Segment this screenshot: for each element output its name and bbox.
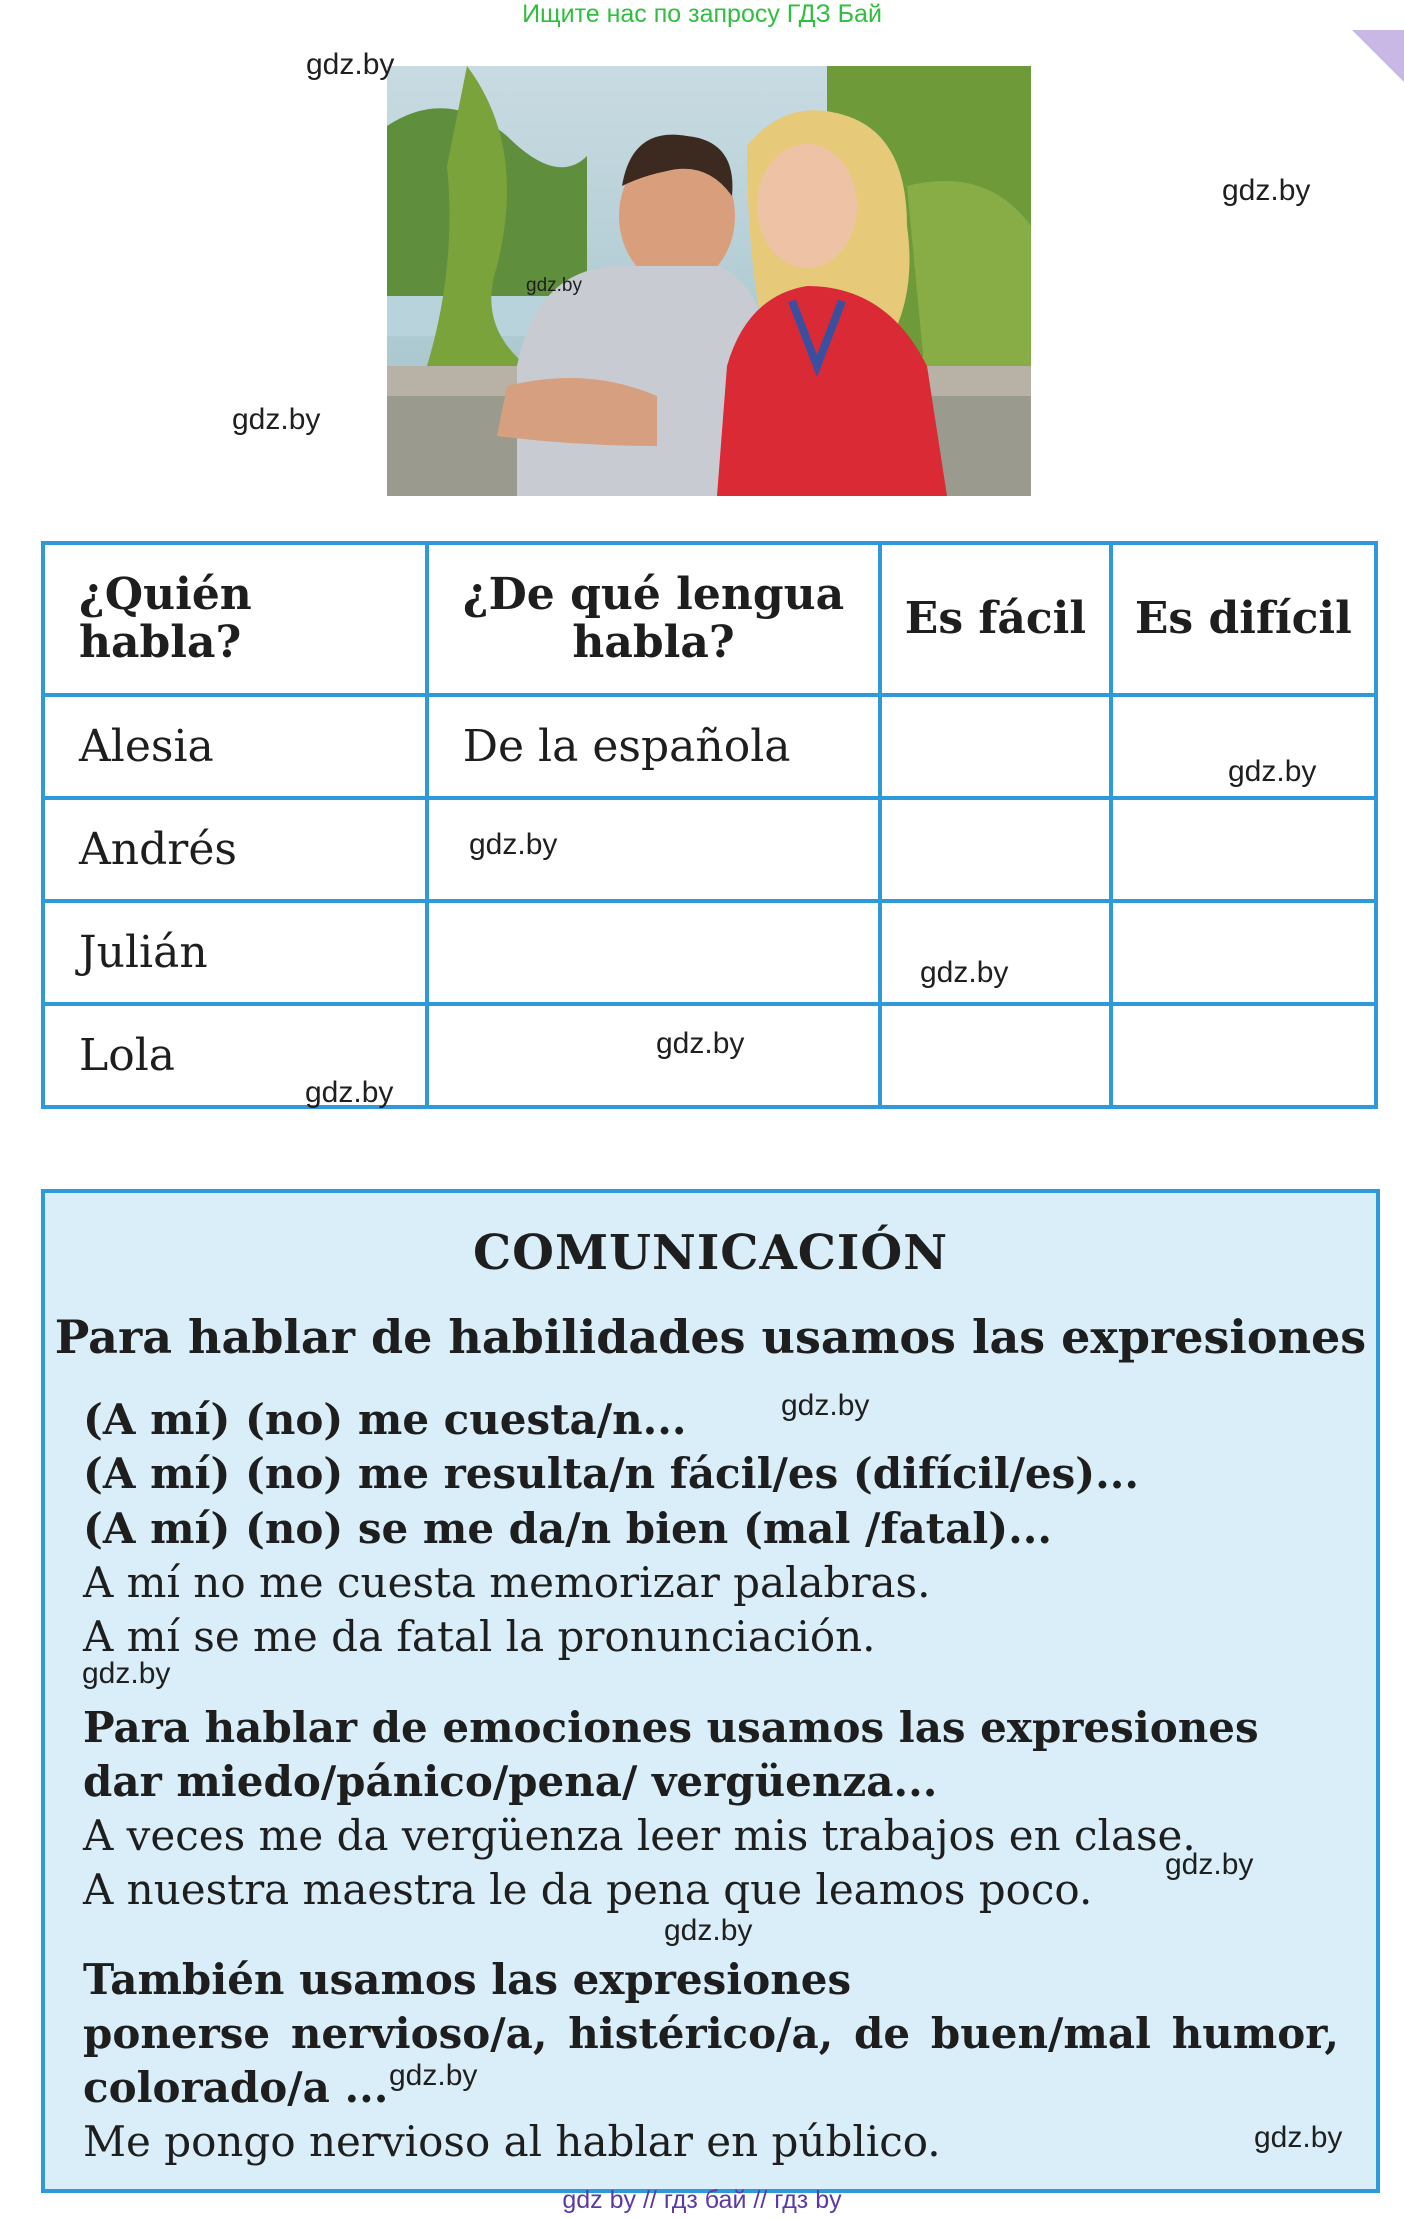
table-header: Es fácil [880, 543, 1110, 695]
top-banner[interactable]: Ищите нас по запросу ГДЗ Бай [522, 0, 882, 28]
watermark: gdz.by [389, 2059, 478, 2092]
watermark: gdz.by [1228, 755, 1317, 788]
word: histérico/a, [568, 2009, 834, 2058]
example-line: Me pongo nervioso al hablar en público. [83, 2117, 941, 2166]
table-row [43, 798, 1376, 901]
watermark: gdz.by [656, 1027, 745, 1060]
word: nervioso/a, [290, 2009, 548, 2058]
word: buen/mal [930, 2009, 1151, 2058]
expression-line: dar miedo/pánico/pena/ vergüenza... [83, 1757, 938, 1806]
example-line: A mí se me da fatal la pronunciación. [83, 1612, 876, 1661]
table-cell: Lola [43, 1004, 427, 1107]
table-row [43, 901, 1376, 1004]
table-cell [880, 695, 1110, 798]
expression-line: colorado/a ... [83, 2063, 389, 2112]
watermark: gdz.by [469, 828, 558, 861]
table-cell [1111, 798, 1376, 901]
table-cell: Julián [43, 901, 427, 1004]
table-cell [1111, 1004, 1376, 1107]
example-line: A mí no me cuesta memorizar palabras. [83, 1558, 931, 1607]
word: de [854, 2009, 911, 2058]
table-cell [880, 1004, 1110, 1107]
table-cell [1111, 901, 1376, 1004]
watermark: gdz.by [1165, 1848, 1254, 1881]
table-cell [427, 901, 881, 1004]
word: humor, [1171, 2009, 1339, 2058]
box-title: COMUNICACIÓN [472, 1225, 949, 1281]
table-cell: De la española [427, 695, 881, 798]
watermark: gdz.by [305, 1076, 394, 1109]
page-corner-icon [1352, 30, 1404, 82]
word: ponerse [83, 2009, 271, 2058]
table-cell [880, 798, 1110, 901]
table-cell [427, 1004, 881, 1107]
expression-line: (A mí) (no) se me da/n bien (mal /fatal)... [83, 1504, 1052, 1553]
comunicacion-box [41, 1189, 1380, 2193]
watermark: gdz.by [920, 956, 1009, 989]
section-heading: Para hablar de emociones usamos las expresiones [83, 1703, 1259, 1752]
couple-photo [387, 66, 1031, 496]
watermark: gdz.by [1222, 174, 1311, 207]
watermark: gdz.by [232, 403, 321, 436]
table-cell: Alesia [43, 695, 427, 798]
table-header-row [43, 543, 1376, 695]
watermark: gdz.by [82, 1657, 171, 1690]
speaker-language-table [41, 541, 1378, 1109]
example-line: A nuestra maestra le da pena que leamos poco. [83, 1865, 1093, 1914]
table-header: ¿Quién habla? [43, 543, 427, 695]
watermark: gdz.by [526, 275, 582, 296]
expression-line-justified [83, 2009, 1339, 2058]
watermark: gdz.by [781, 1389, 870, 1422]
section-heading: También usamos las expresiones [83, 1955, 852, 2004]
expression-line: (A mí) (no) me resulta/n fácil/es (difícil/es)... [83, 1449, 1140, 1498]
watermark: gdz.by [306, 48, 395, 81]
box-subtitle: Para hablar de habilidades usamos las expresiones [54, 1310, 1367, 1364]
table-cell: Andrés [43, 798, 427, 901]
watermark: gdz.by [664, 1914, 753, 1947]
watermark: gdz.by [1254, 2121, 1343, 2154]
table-row [43, 695, 1376, 798]
table-header: ¿De qué lengua habla? [427, 543, 881, 695]
footer-links[interactable]: gdz by // гдз бай // гдз by [562, 2186, 842, 2214]
expression-line: (A mí) (no) me cuesta/n... [83, 1395, 687, 1444]
example-line: A veces me da vergüenza leer mis trabajos en clase. [83, 1811, 1196, 1860]
table-header: Es difícil [1111, 543, 1376, 695]
